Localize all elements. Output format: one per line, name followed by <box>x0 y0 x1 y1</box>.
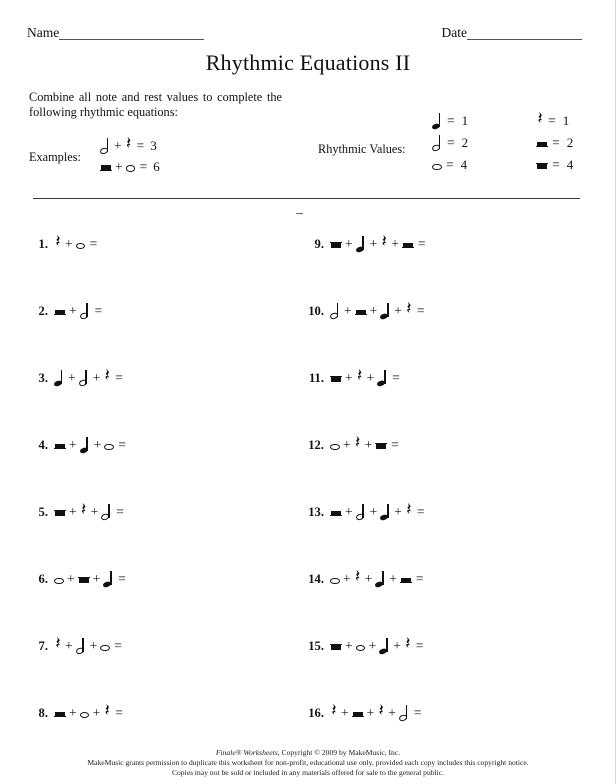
legend-value: 1 <box>562 113 570 128</box>
plus-operator: + <box>364 571 373 587</box>
stray-dash-mark <box>296 213 303 214</box>
plus-operator: + <box>93 437 102 453</box>
quarter-note-icon <box>80 436 91 454</box>
equals-operator: = <box>447 113 455 129</box>
plus-operator: + <box>394 504 402 520</box>
problem-number: 10. <box>308 304 324 318</box>
half-note-icon <box>79 369 90 387</box>
problem-number: 9. <box>314 237 324 251</box>
equals-operator: = <box>94 303 103 319</box>
problem-equation <box>54 435 129 455</box>
date-write-line[interactable] <box>467 26 582 40</box>
problem-number: 13. <box>308 505 324 519</box>
plus-operator: + <box>394 303 402 319</box>
problem-equation <box>330 435 402 455</box>
problem-equation <box>54 569 129 589</box>
equals-operator: = <box>391 437 399 453</box>
quarter-rest-icon: 𝄽 <box>104 369 110 386</box>
quarter-note-icon <box>54 369 65 387</box>
plus-operator: + <box>345 638 353 654</box>
plus-operator: + <box>364 437 373 453</box>
quarter-rest-icon: 𝄽 <box>537 112 543 129</box>
equals-operator: = <box>417 236 426 252</box>
plus-operator: + <box>92 370 101 386</box>
problem-equation <box>330 636 427 656</box>
plus-operator: + <box>345 236 353 252</box>
half-rest-icon <box>352 704 364 722</box>
quarter-rest-icon: 𝄽 <box>55 235 61 252</box>
quarter-note-icon <box>377 369 388 387</box>
example-equation <box>100 156 160 177</box>
equation-result: 3 <box>150 137 157 153</box>
legend-entry <box>432 110 468 132</box>
quarter-note-icon <box>380 503 391 521</box>
plus-operator: + <box>115 158 123 174</box>
half-note-icon <box>330 302 341 320</box>
quarter-rest-icon: 𝄽 <box>406 503 412 520</box>
whole-rest-icon <box>330 235 342 253</box>
example-equation <box>100 135 160 156</box>
plus-operator: + <box>393 638 401 654</box>
problem-number: 6. <box>38 572 48 586</box>
plus-operator: + <box>345 370 353 386</box>
problem-number: 1. <box>38 237 48 251</box>
equals-operator: = <box>548 113 556 129</box>
quarter-note-icon <box>432 112 443 130</box>
examples-list <box>100 135 160 177</box>
half-rest-icon <box>54 436 66 454</box>
legend-value: 4 <box>566 157 574 172</box>
quarter-rest-icon: 𝄽 <box>405 637 411 654</box>
whole-note-icon <box>80 704 90 722</box>
problems-column-right <box>296 234 596 770</box>
half-note-icon <box>80 302 91 320</box>
plus-operator: + <box>369 504 378 520</box>
plus-operator: + <box>343 437 351 453</box>
equals-operator: = <box>415 638 424 654</box>
examples-label: Examples: <box>29 150 81 164</box>
equals-operator: = <box>447 135 455 151</box>
problem-equation <box>54 636 125 656</box>
plus-operator: + <box>388 705 396 721</box>
quarter-note-icon <box>375 570 386 588</box>
plus-operator: + <box>65 236 73 252</box>
rhythmic-values-legend <box>432 110 573 176</box>
problem-equation <box>54 301 105 321</box>
problems-column-left <box>24 234 294 770</box>
problem-equation <box>54 502 127 522</box>
legend-entry <box>536 110 573 132</box>
plus-operator: + <box>369 236 378 252</box>
problem-number: 16. <box>308 706 324 720</box>
problem-row[interactable] <box>296 636 596 703</box>
legend-notes-column <box>432 110 468 176</box>
quarter-note-icon <box>379 637 390 655</box>
footer-line-3: Copies may not be sold or included in any materials offered for sale to the general public. <box>171 768 445 777</box>
problem-row[interactable] <box>24 368 294 435</box>
problem-equation <box>330 703 425 723</box>
plus-operator: + <box>69 504 77 520</box>
instructions-text: Combine all note and rest values to complete the following rhythmic equations: <box>29 90 282 119</box>
whole-rest-icon <box>54 503 66 521</box>
equals-operator: = <box>552 157 560 173</box>
quarter-rest-icon: 𝄽 <box>331 704 337 721</box>
plus-operator: + <box>65 638 73 654</box>
problem-equation <box>54 234 100 254</box>
quarter-rest-icon: 𝄽 <box>357 369 363 386</box>
plus-operator: + <box>69 705 77 721</box>
plus-operator: + <box>89 638 98 654</box>
legend-entry <box>536 154 573 176</box>
problem-row[interactable] <box>24 636 294 703</box>
legend-entry <box>536 132 573 154</box>
legend-value: 1 <box>461 113 469 128</box>
plus-operator: + <box>114 137 122 153</box>
name-label: Name <box>27 25 60 40</box>
problem-equation <box>54 368 126 388</box>
half-rest-icon <box>54 704 66 722</box>
plus-operator: + <box>368 638 377 654</box>
problem-number: 4. <box>38 438 48 452</box>
rhythmic-values-label: Rhythmic Values: <box>318 142 406 156</box>
problem-number: 7. <box>38 639 48 653</box>
legend-entry <box>432 132 468 154</box>
problem-row[interactable] <box>24 569 294 636</box>
equals-operator: = <box>115 370 123 386</box>
plus-operator: + <box>366 370 375 386</box>
half-note-icon <box>76 637 87 655</box>
problem-row[interactable] <box>296 234 596 301</box>
problem-number: 8. <box>38 706 48 720</box>
problem-number: 15. <box>308 639 324 653</box>
problem-row[interactable] <box>296 502 596 569</box>
quarter-note-icon <box>103 570 114 588</box>
problem-row[interactable] <box>24 502 294 569</box>
problem-row[interactable] <box>24 435 294 502</box>
whole-note-icon <box>126 158 136 176</box>
equals-operator: = <box>89 236 98 252</box>
plus-operator: + <box>67 571 75 587</box>
legend-rests-column <box>536 110 573 176</box>
problem-equation <box>330 368 403 388</box>
quarter-rest-icon: 𝄽 <box>55 637 61 654</box>
half-note-icon <box>399 704 410 722</box>
half-note-icon <box>432 134 443 152</box>
equals-operator: = <box>413 705 422 721</box>
footer-line-2: MakeMusic grants permission to duplicate this worksheet for non-profit, educational use only, provided each copy includes this copyright notice. <box>87 758 529 767</box>
quarter-rest-icon: 𝄽 <box>406 302 412 319</box>
legend-value: 2 <box>566 135 574 150</box>
equals-operator: = <box>114 638 122 654</box>
plus-operator: + <box>90 504 99 520</box>
equals-operator: = <box>392 370 400 386</box>
whole-note-icon <box>356 637 366 655</box>
equals-operator: = <box>118 571 126 587</box>
problem-row[interactable] <box>296 368 596 435</box>
whole-rest-icon <box>536 156 548 174</box>
copyright-footer <box>0 748 616 778</box>
equals-operator: = <box>118 437 126 453</box>
whole-rest-icon <box>375 436 387 454</box>
whole-note-icon <box>432 156 442 174</box>
half-rest-icon <box>330 503 342 521</box>
legend-value: 4 <box>460 157 468 172</box>
half-rest-icon <box>402 235 414 253</box>
horizontal-divider <box>33 198 580 199</box>
equals-operator: = <box>136 137 145 153</box>
plus-operator: + <box>69 437 77 453</box>
half-rest-icon <box>100 158 112 176</box>
equals-operator: = <box>416 504 425 520</box>
plus-operator: + <box>369 303 378 319</box>
whole-note-icon <box>104 436 114 454</box>
problem-number: 12. <box>308 438 324 452</box>
problem-row[interactable] <box>296 569 596 636</box>
equals-operator: = <box>552 135 560 151</box>
equals-operator: = <box>416 303 425 319</box>
quarter-rest-icon: 𝄽 <box>355 570 361 587</box>
whole-note-icon <box>76 235 86 253</box>
legend-value: 2 <box>461 135 469 150</box>
half-rest-icon <box>54 302 66 320</box>
problem-number: 2. <box>38 304 48 318</box>
problem-row[interactable] <box>24 234 294 301</box>
equals-operator: = <box>115 705 123 721</box>
plus-operator: + <box>389 571 397 587</box>
plus-operator: + <box>69 303 77 319</box>
name-date-row <box>27 22 582 40</box>
whole-note-icon <box>100 637 110 655</box>
equals-operator: = <box>116 504 124 520</box>
half-note-icon <box>101 503 112 521</box>
plus-operator: + <box>92 705 101 721</box>
quarter-rest-icon: 𝄽 <box>81 503 87 520</box>
quarter-rest-icon: 𝄽 <box>126 136 132 153</box>
footer-line-1 <box>0 748 616 758</box>
problem-equation <box>330 569 427 589</box>
quarter-note-icon <box>356 235 367 253</box>
page-title: Rhythmic Equations II <box>205 50 411 75</box>
equals-operator: = <box>446 157 454 173</box>
plus-operator: + <box>345 504 353 520</box>
problem-equation <box>54 703 126 723</box>
name-write-line[interactable] <box>59 26 204 40</box>
quarter-rest-icon: 𝄽 <box>355 436 361 453</box>
quarter-rest-icon: 𝄽 <box>378 704 384 721</box>
problem-number: 11. <box>308 371 324 385</box>
whole-rest-icon <box>78 570 90 588</box>
quarter-rest-icon: 𝄽 <box>104 704 110 721</box>
problem-equation <box>330 234 429 254</box>
half-note-icon <box>356 503 367 521</box>
problem-number: 3. <box>38 371 48 385</box>
plus-operator: + <box>92 571 101 587</box>
plus-operator: + <box>341 705 349 721</box>
whole-rest-icon <box>330 369 342 387</box>
plus-operator: + <box>344 303 352 319</box>
legend-entry <box>432 154 468 176</box>
whole-rest-icon <box>330 637 342 655</box>
quarter-rest-icon: 𝄽 <box>381 235 387 252</box>
half-rest-icon <box>400 570 412 588</box>
equals-operator: = <box>139 158 148 174</box>
plus-operator: + <box>68 370 76 386</box>
equals-operator: = <box>415 571 424 587</box>
problem-row[interactable] <box>296 301 596 368</box>
problem-equation <box>330 502 428 522</box>
footer-copyright: , Copyright © 2009 by MakeMusic, Inc. <box>277 748 401 757</box>
plus-operator: + <box>343 571 351 587</box>
quarter-note-icon <box>380 302 391 320</box>
whole-note-icon <box>54 570 64 588</box>
problem-equation <box>330 301 428 321</box>
problem-number: 14. <box>308 572 324 586</box>
half-note-icon <box>100 137 111 155</box>
half-rest-icon <box>355 302 367 320</box>
date-label: Date <box>441 25 467 40</box>
problem-number: 5. <box>38 505 48 519</box>
problem-row[interactable] <box>296 435 596 502</box>
footer-product-name: Finale® Worksheets <box>215 748 278 757</box>
plus-operator: + <box>366 705 375 721</box>
date-field[interactable] <box>442 26 582 40</box>
whole-note-icon <box>330 436 340 454</box>
name-field[interactable] <box>27 26 204 40</box>
whole-note-icon <box>330 570 340 588</box>
plus-operator: + <box>391 236 399 252</box>
problem-row[interactable] <box>24 301 294 368</box>
equation-result: 6 <box>153 158 160 174</box>
half-rest-icon <box>536 134 548 152</box>
